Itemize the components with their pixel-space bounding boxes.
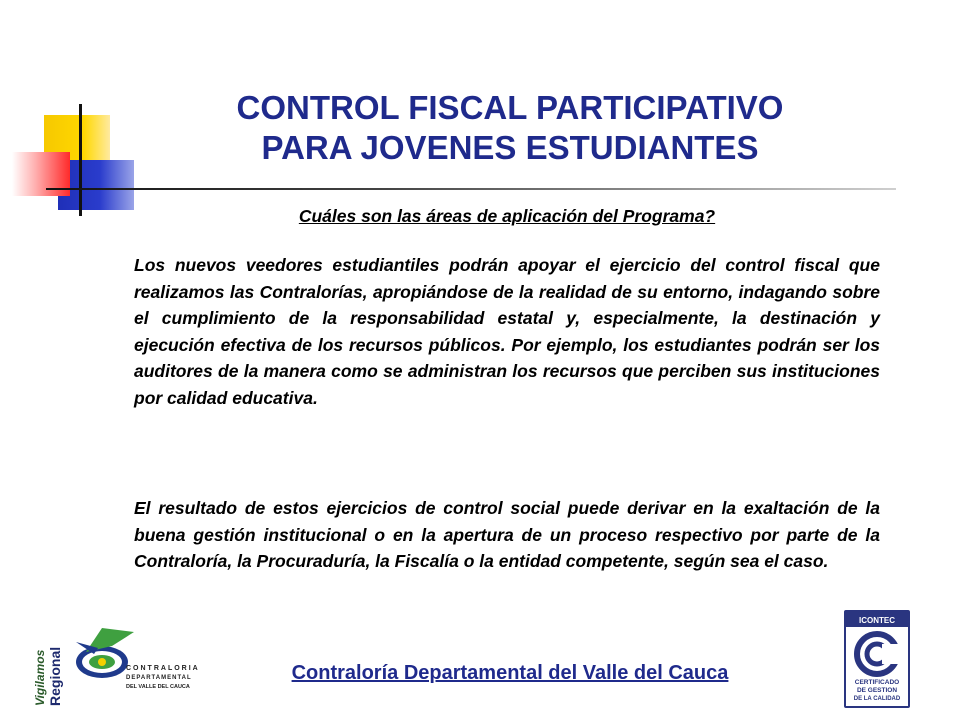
horizontal-rule xyxy=(46,188,896,190)
slide-title xyxy=(130,88,890,168)
vigilamos-regional-logo xyxy=(30,626,70,708)
body-paragraph-2: El resultado de estos ejercicios de control social puede derivar en la exaltación de la buena gestión institucional o en la apertura de un proceso respectivo por parte de la Contraloría, la Procuraduría, la Fiscalía o la entidad competente, según sea el caso. xyxy=(134,498,880,571)
contraloria-logo xyxy=(72,622,202,710)
icontec-seal xyxy=(844,610,910,708)
logo-line-1: CONTRALORIA xyxy=(126,665,200,672)
section-subtitle: Cuáles son las áreas de aplicación del Programa? xyxy=(298,206,716,226)
logo-vigilamos-text: Vigilamos xyxy=(33,649,47,706)
seal-bottom-line-1: CERTIFICADO xyxy=(854,679,900,686)
title-line-1: CONTROL FISCAL PARTICIPATIVO xyxy=(236,89,784,126)
footer-link[interactable]: Contraloría Departamental del Valle del Cauca xyxy=(291,662,729,684)
logo-regional-text: Regional xyxy=(47,646,63,706)
seal-bottom-line-3: DE LA CALIDAD xyxy=(853,696,901,702)
icontec-seal-graphic xyxy=(846,612,908,706)
logo-line-3: DEL VALLE DEL CAUCA xyxy=(126,684,190,690)
logo-line-2: DEPARTAMENTAL xyxy=(126,675,192,681)
body-paragraph-1: Los nuevos veedores estudiantiles podrán apoyar el ejercicio del control fiscal que realizamos las Contralorías, apropiándose de la realidad de su entorno, indagando sobre el cumplimiento de la responsabilidad estatal y, especialmente, la destinación y ejecución efectiva de los recursos públicos. Por ejemplo, los estudiantes podrán ser los auditores de la manera como se administran los recursos que perciben sus instituciones por calidad educativa. xyxy=(134,255,880,408)
vertical-rule xyxy=(79,104,82,216)
title-line-2: PARA JOVENES ESTUDIANTES xyxy=(261,129,759,166)
seal-top-text: ICONTEC xyxy=(859,616,895,625)
seal-bottom-line-2: DE GESTION xyxy=(856,687,898,694)
